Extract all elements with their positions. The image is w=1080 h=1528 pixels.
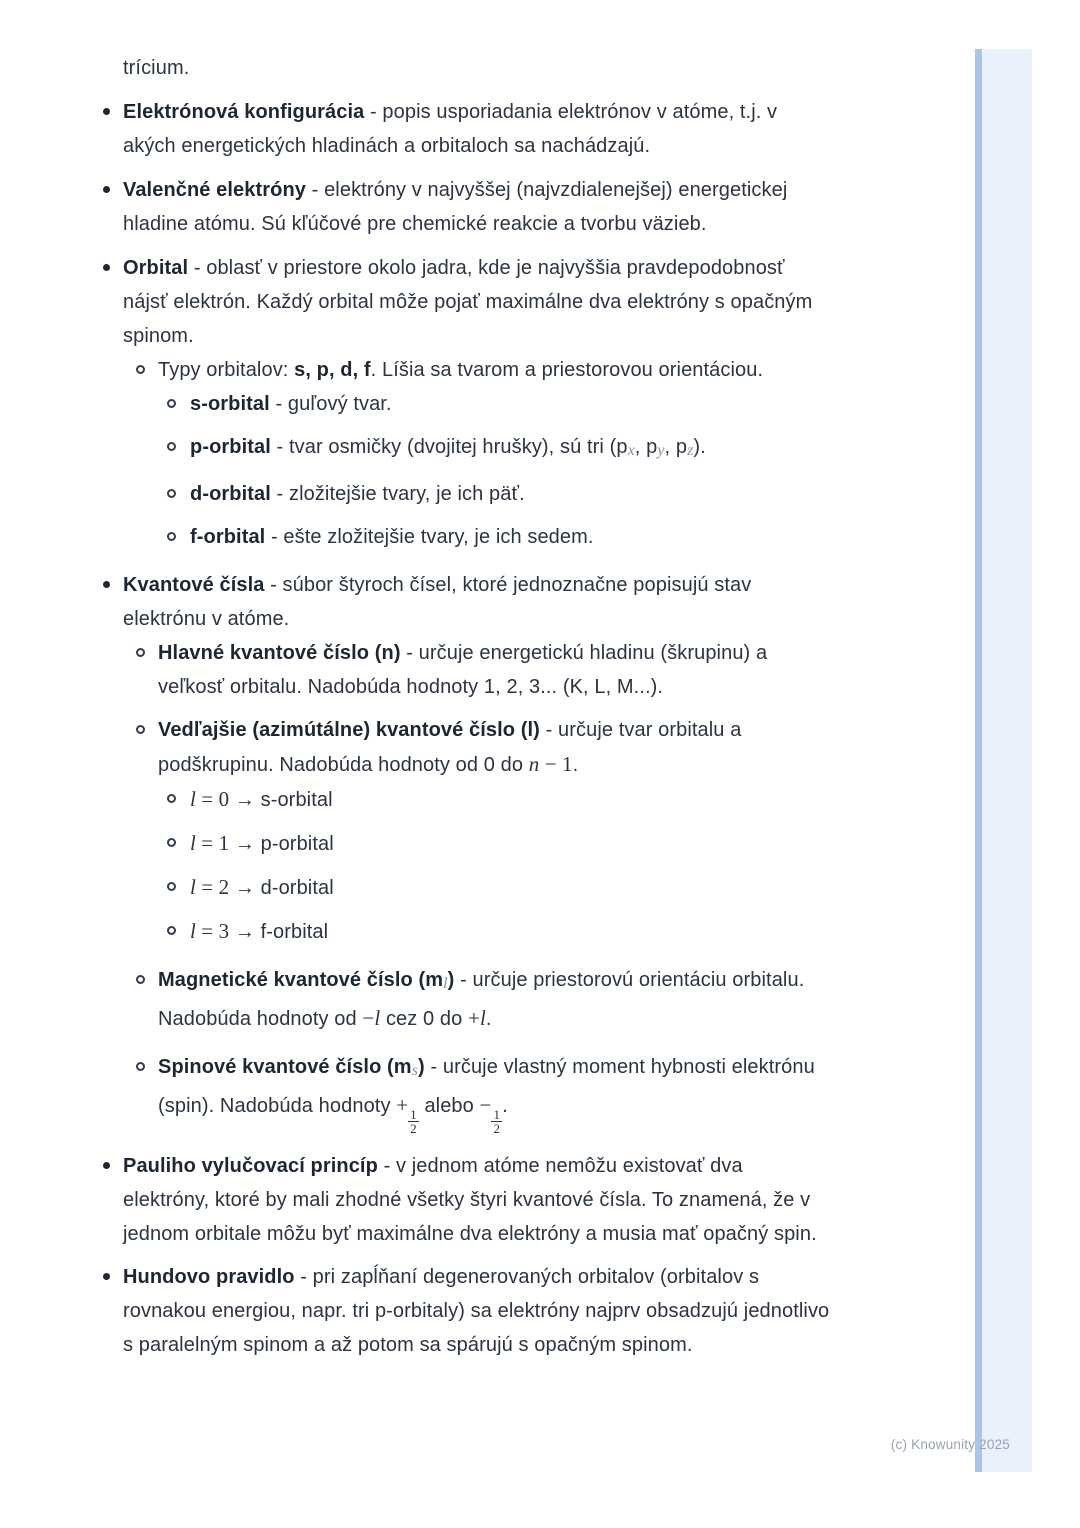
text-segment: s, p, d, f (294, 359, 371, 381)
text-segment: − (362, 1006, 375, 1030)
item-text (190, 520, 835, 554)
circle-bullet-icon (167, 926, 176, 935)
circle-bullet-icon (167, 794, 176, 803)
text-segment: - určuje energetickú hladinu (škrupinu) a veľkosť orbitalu. Nadobúda hodnoty 1, 2, 3... (K, L, M...). (158, 642, 768, 698)
item-text (190, 477, 835, 511)
list-item (0, 963, 900, 1036)
text-segment: Typy orbitalov: (158, 359, 295, 381)
fraction-stack (408, 1108, 419, 1135)
text-segment: + (468, 1006, 480, 1030)
text-segment: trícium. (123, 57, 190, 79)
fraction-denominator: 2 (493, 1121, 501, 1136)
fraction-stack (491, 1108, 502, 1135)
circle-bullet-icon (136, 365, 145, 374)
text-segment: l (190, 875, 196, 899)
text-segment: p-orbital (190, 436, 271, 458)
fraction (396, 1093, 419, 1136)
text-segment: - súbor štyroch čísel, ktoré jednoznačne popisujú stav elektrónu v atóme. (123, 574, 752, 630)
text-segment: s-orbital (190, 393, 270, 415)
disc-bullet-icon (103, 108, 110, 115)
list-item (0, 95, 900, 163)
item-text (123, 173, 830, 241)
fraction-sign: − (479, 1093, 492, 1117)
text-segment: = 1 (195, 831, 230, 855)
disc-bullet-icon (103, 264, 110, 271)
scrollbar-track[interactable] (975, 49, 1032, 1472)
copyright-text: (c) Knowunity 2025 (890, 1437, 1010, 1452)
disc-bullet-icon (103, 581, 110, 588)
text-segment: - ešte zložitejšie tvary, je ich sedem. (265, 526, 594, 548)
list-item (0, 430, 900, 468)
text-segment: f-orbital (190, 526, 266, 548)
text-segment: ) (447, 969, 455, 991)
text-segment: Pauliho vylučovací princíp (123, 1155, 378, 1177)
item-text (123, 95, 830, 163)
list-item (0, 51, 900, 85)
list-item (0, 387, 900, 421)
text-segment: - oblasť v priestore okolo jadra, kde je najvyššia pravdepodobnosť nájsť elektrón. Každý orbital môže pojať maximálne dva elektróny s opačným spinom. (123, 257, 813, 347)
text-segment: Elektrónová konfigurácia (123, 101, 365, 123)
list-item (0, 1260, 900, 1362)
circle-bullet-icon (136, 648, 145, 657)
text-segment: alebo (418, 1095, 480, 1117)
text-segment: l (190, 787, 196, 811)
list-item (0, 173, 900, 241)
text-segment: l (190, 919, 196, 943)
text-segment: Magnetické kvantové číslo (m (158, 969, 444, 991)
text-segment: → p-orbital (229, 833, 334, 855)
item-text (190, 870, 835, 905)
text-segment: - guľový tvar. (269, 393, 392, 415)
text-segment: n (528, 752, 540, 776)
list-item (0, 353, 900, 387)
list-item (0, 782, 900, 817)
list-item (0, 826, 900, 861)
disc-bullet-icon (103, 186, 110, 193)
item-text (158, 353, 834, 387)
text-segment: l (479, 1006, 486, 1030)
text-segment: Vedľajšie (azimútálne) kvantové číslo (l) (158, 719, 540, 741)
list-item (0, 870, 900, 905)
text-segment: . (502, 1095, 508, 1117)
text-segment: l (443, 975, 448, 992)
text-segment: Spinové kvantové číslo (m (158, 1056, 412, 1078)
text-segment: . (485, 1008, 492, 1030)
fraction-numerator: 1 (493, 1107, 501, 1122)
circle-bullet-icon (167, 399, 176, 408)
item-text (190, 430, 835, 468)
text-segment: Hlavné kvantové číslo (n) (158, 642, 401, 664)
text-segment: Hundovo pravidlo (123, 1266, 295, 1288)
circle-bullet-icon (136, 725, 145, 734)
item-text (190, 387, 835, 421)
text-segment: - elektróny v najvyššej (najvzdialenejšej) energetickej hladine atómu. Sú kľúčové pre chemické reakcie a tvorbu väzieb. (123, 179, 788, 235)
text-segment: Kvantové čísla (123, 574, 265, 596)
text-segment: . (572, 754, 579, 776)
text-segment: y (657, 442, 665, 459)
list-item (0, 1050, 900, 1135)
item-text (190, 782, 835, 817)
item-text (123, 1149, 830, 1251)
item-text (158, 713, 834, 782)
circle-bullet-icon (136, 1062, 145, 1071)
text-segment: , p (634, 436, 658, 458)
item-text (123, 1260, 830, 1362)
text-segment: → f-orbital (229, 921, 329, 943)
text-segment: − 1 (539, 752, 573, 776)
text-segment: - popis usporiadania elektrónov v atóme, t.j. v akých energetických hladinách a orbitaloch sa nachádzajú. (123, 101, 778, 157)
fraction-denominator: 2 (410, 1121, 417, 1136)
text-segment: Valenčné elektróny (123, 179, 307, 201)
item-text (158, 1050, 834, 1135)
text-segment: - pri zapĺňaní degenerovaných orbitalov (orbitalov s rovnakou energiou, napr. tri p-orbitaly) sa elektróny najprv obsadzujú jednotlivo s paralelným spinom a až potom sa spárujú s opačným spinom. (123, 1266, 830, 1356)
text-segment: . Líšia sa tvarom a priestorovou orientáciou. (370, 359, 764, 381)
circle-bullet-icon (167, 442, 176, 451)
text-segment: cez 0 do (380, 1008, 469, 1030)
list-item (0, 713, 900, 782)
text-segment: - v jednom atóme nemôžu existovať dva elektróny, ktoré by mali zhodné všetky štyri kvantové čísla. To znamená, že v jednom orbitale môžu byť maximálne dva elektróny a musia mať opačný spin. (123, 1155, 817, 1245)
text-segment: l (374, 1006, 381, 1030)
text-segment: → d-orbital (229, 877, 334, 899)
list-item (0, 636, 900, 704)
disc-bullet-icon (103, 1273, 110, 1280)
list-item (0, 568, 900, 636)
text-segment: z (687, 442, 694, 459)
text-segment: - tvar osmičky (dvojitej hrušky), sú tri (p (270, 436, 628, 458)
text-segment: - zložitejšie tvary, je ich päť. (270, 483, 525, 505)
text-segment: → s-orbital (229, 789, 333, 811)
item-text (123, 251, 830, 353)
fraction-sign: + (396, 1093, 409, 1117)
text-segment: s (411, 1062, 419, 1079)
circle-bullet-icon (136, 975, 145, 984)
circle-bullet-icon (167, 532, 176, 541)
item-text (158, 636, 834, 704)
text-segment: ). (693, 436, 706, 458)
item-text (190, 826, 835, 861)
text-segment: l (190, 831, 196, 855)
item-text (158, 963, 834, 1036)
text-segment: - určuje priestorovú orientáciu orbitalu. Nadobúda hodnoty od (158, 969, 805, 1030)
list-item (0, 914, 900, 949)
fraction (479, 1093, 503, 1136)
text-segment: d-orbital (190, 483, 271, 505)
circle-bullet-icon (167, 489, 176, 498)
item-text (190, 914, 835, 949)
list-item (0, 477, 900, 511)
item-text (123, 568, 830, 636)
list-item (0, 520, 900, 554)
circle-bullet-icon (167, 882, 176, 891)
text-segment: = 0 (195, 787, 230, 811)
text-segment: - určuje vlastný moment hybnosti elektrónu (spin). Nadobúda hodnoty (158, 1056, 815, 1117)
fraction-numerator: 1 (410, 1107, 417, 1122)
text-segment: = 2 (195, 875, 230, 899)
text-segment: , p (664, 436, 688, 458)
text-segment: - určuje tvar orbitalu a podškrupinu. Nadobúda hodnoty od 0 do (158, 719, 742, 776)
item-text (123, 51, 900, 85)
text-segment: x (627, 442, 635, 459)
list-item (0, 1149, 900, 1251)
disc-bullet-icon (103, 1162, 110, 1169)
text-segment: Orbital (123, 257, 189, 279)
circle-bullet-icon (167, 838, 176, 847)
text-segment: ) (418, 1056, 425, 1078)
list-item (0, 251, 900, 353)
text-segment: = 3 (195, 919, 230, 943)
